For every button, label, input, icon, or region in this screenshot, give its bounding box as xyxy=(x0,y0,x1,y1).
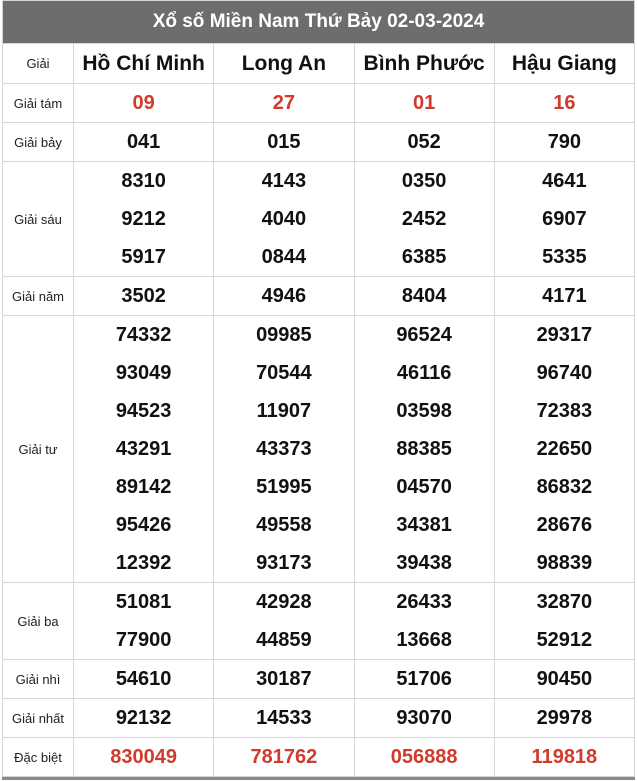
province-binh-phuoc: Bình Phước xyxy=(354,44,494,84)
prize-cell xyxy=(494,162,634,277)
prize-label: Giải ba xyxy=(3,583,74,660)
prize-cell xyxy=(494,123,634,162)
prize-cell xyxy=(74,738,214,777)
prize-number: 781762 xyxy=(250,746,318,768)
prize-number: 32870 xyxy=(536,591,593,613)
prize-number: 13668 xyxy=(396,629,452,651)
prize-cell xyxy=(214,660,354,699)
prize-row xyxy=(3,699,635,738)
header-label: Giải xyxy=(3,44,74,84)
prize-number: 30187 xyxy=(256,668,312,690)
province-ho-chi-minh: Hồ Chí Minh xyxy=(74,44,214,84)
prize-number: 74332 xyxy=(115,324,172,346)
prize-number: 29317 xyxy=(536,324,593,346)
prize-number: 830049 xyxy=(110,746,177,768)
prize-number: 90450 xyxy=(536,668,593,690)
page-title: Xổ số Miền Nam Thứ Bảy 02-03-2024 xyxy=(2,0,635,43)
prize-row xyxy=(3,738,635,777)
prize-label: Giải nhì xyxy=(3,660,74,699)
province-hau-giang: Hậu Giang xyxy=(494,44,634,84)
prize-number: 052 xyxy=(407,131,441,153)
prize-number: 95426 xyxy=(115,514,172,536)
prize-label: Giải tư xyxy=(3,316,74,583)
province-long-an: Long An xyxy=(214,44,354,84)
prize-number: 12392 xyxy=(115,552,172,574)
prize-number: 119818 xyxy=(531,746,598,768)
prize-number: 4641 xyxy=(542,170,587,192)
prize-cell xyxy=(214,316,354,583)
prize-number: 11907 xyxy=(256,400,312,422)
prize-cell xyxy=(214,277,354,316)
prize-number: 72383 xyxy=(536,400,593,422)
prize-row xyxy=(3,660,635,699)
prize-label: Đặc biệt xyxy=(3,738,74,777)
prize-cell xyxy=(354,316,494,583)
prize-number: 98839 xyxy=(536,552,593,574)
prize-number: 49558 xyxy=(256,514,312,536)
prize-cell xyxy=(214,738,354,777)
prize-number: 92132 xyxy=(115,707,172,729)
prize-number: 6385 xyxy=(401,246,447,268)
bottom-divider xyxy=(2,777,635,780)
prize-number: 42928 xyxy=(256,591,312,613)
results-table xyxy=(2,43,635,777)
prize-row xyxy=(3,277,635,316)
prize-number: 5335 xyxy=(542,246,587,268)
prize-label: Giải sáu xyxy=(3,162,74,277)
prize-cell xyxy=(494,738,634,777)
prize-number: 77900 xyxy=(115,629,172,651)
prize-number: 9212 xyxy=(121,208,166,230)
prize-number: 2452 xyxy=(401,208,447,230)
prize-number: 8310 xyxy=(121,170,166,192)
prize-number: 790 xyxy=(547,131,582,153)
prize-number: 22650 xyxy=(536,438,593,460)
prize-number: 4143 xyxy=(261,170,307,192)
header-row xyxy=(3,44,635,84)
prize-label: Giải tám xyxy=(3,84,74,123)
prize-number: 44859 xyxy=(256,629,312,651)
prize-number: 27 xyxy=(272,92,295,114)
prize-number: 96740 xyxy=(536,362,593,384)
prize-cell xyxy=(74,277,214,316)
prize-number: 52912 xyxy=(536,629,593,651)
prize-cell xyxy=(494,699,634,738)
prize-cell xyxy=(74,162,214,277)
prize-number: 89142 xyxy=(115,476,172,498)
prize-number: 88385 xyxy=(396,438,452,460)
prize-number: 26433 xyxy=(396,591,452,613)
prize-number: 5917 xyxy=(121,246,166,268)
prize-number: 0844 xyxy=(261,246,307,268)
prize-number: 54610 xyxy=(115,668,172,690)
prize-number: 4040 xyxy=(261,208,307,230)
prize-cell xyxy=(214,123,354,162)
prize-cell xyxy=(494,583,634,660)
prize-number: 03598 xyxy=(396,400,452,422)
prize-number: 056888 xyxy=(390,746,458,768)
prize-row xyxy=(3,123,635,162)
prize-number: 041 xyxy=(126,131,161,153)
prize-cell xyxy=(214,583,354,660)
prize-cell xyxy=(354,277,494,316)
prize-row xyxy=(3,316,635,583)
prize-number: 93173 xyxy=(256,552,312,574)
prize-number: 93070 xyxy=(396,707,452,729)
prize-row xyxy=(3,583,635,660)
prize-number: 09985 xyxy=(256,324,312,346)
prize-cell xyxy=(354,660,494,699)
prize-cell xyxy=(74,583,214,660)
prize-cell xyxy=(74,84,214,123)
prize-number: 51995 xyxy=(256,476,312,498)
prize-cell xyxy=(74,316,214,583)
prize-cell xyxy=(354,583,494,660)
prize-number: 28676 xyxy=(536,514,593,536)
prize-cell xyxy=(494,660,634,699)
prize-cell xyxy=(214,162,354,277)
prize-number: 4171 xyxy=(542,285,587,307)
prize-number: 51081 xyxy=(115,591,172,613)
prize-cell xyxy=(494,277,634,316)
prize-label: Giải năm xyxy=(3,277,74,316)
prize-number: 39438 xyxy=(396,552,452,574)
prize-number: 93049 xyxy=(115,362,172,384)
prize-number: 6907 xyxy=(542,208,587,230)
prize-number: 94523 xyxy=(115,400,172,422)
prize-number: 0350 xyxy=(401,170,447,192)
prize-cell xyxy=(214,84,354,123)
prize-number: 4946 xyxy=(261,285,307,307)
prize-cell xyxy=(354,123,494,162)
prize-number: 09 xyxy=(132,92,155,114)
prize-cell xyxy=(214,699,354,738)
prize-number: 34381 xyxy=(396,514,452,536)
prize-number: 70544 xyxy=(256,362,312,384)
prize-cell xyxy=(354,162,494,277)
prize-number: 96524 xyxy=(396,324,452,346)
lottery-results xyxy=(2,0,635,780)
prize-number: 43373 xyxy=(256,438,312,460)
prize-label: Giải bảy xyxy=(3,123,74,162)
prize-number: 01 xyxy=(413,92,436,114)
prize-cell xyxy=(74,123,214,162)
prize-number: 015 xyxy=(267,131,301,153)
prize-number: 51706 xyxy=(396,668,452,690)
prize-cell xyxy=(494,84,634,123)
prize-cell xyxy=(354,84,494,123)
prize-row xyxy=(3,84,635,123)
prize-cell xyxy=(494,316,634,583)
prize-number: 16 xyxy=(553,92,576,114)
prize-number: 8404 xyxy=(401,285,447,307)
prize-cell xyxy=(74,660,214,699)
prize-cell xyxy=(354,738,494,777)
prize-cell xyxy=(74,699,214,738)
prize-number: 29978 xyxy=(536,707,593,729)
prize-number: 3502 xyxy=(121,285,166,307)
prize-row xyxy=(3,162,635,277)
prize-label: Giải nhất xyxy=(3,699,74,738)
prize-number: 14533 xyxy=(256,707,312,729)
prize-number: 46116 xyxy=(396,362,452,384)
prize-cell xyxy=(354,699,494,738)
prize-number: 86832 xyxy=(536,476,593,498)
prize-number: 04570 xyxy=(396,476,452,498)
prize-number: 43291 xyxy=(115,438,172,460)
